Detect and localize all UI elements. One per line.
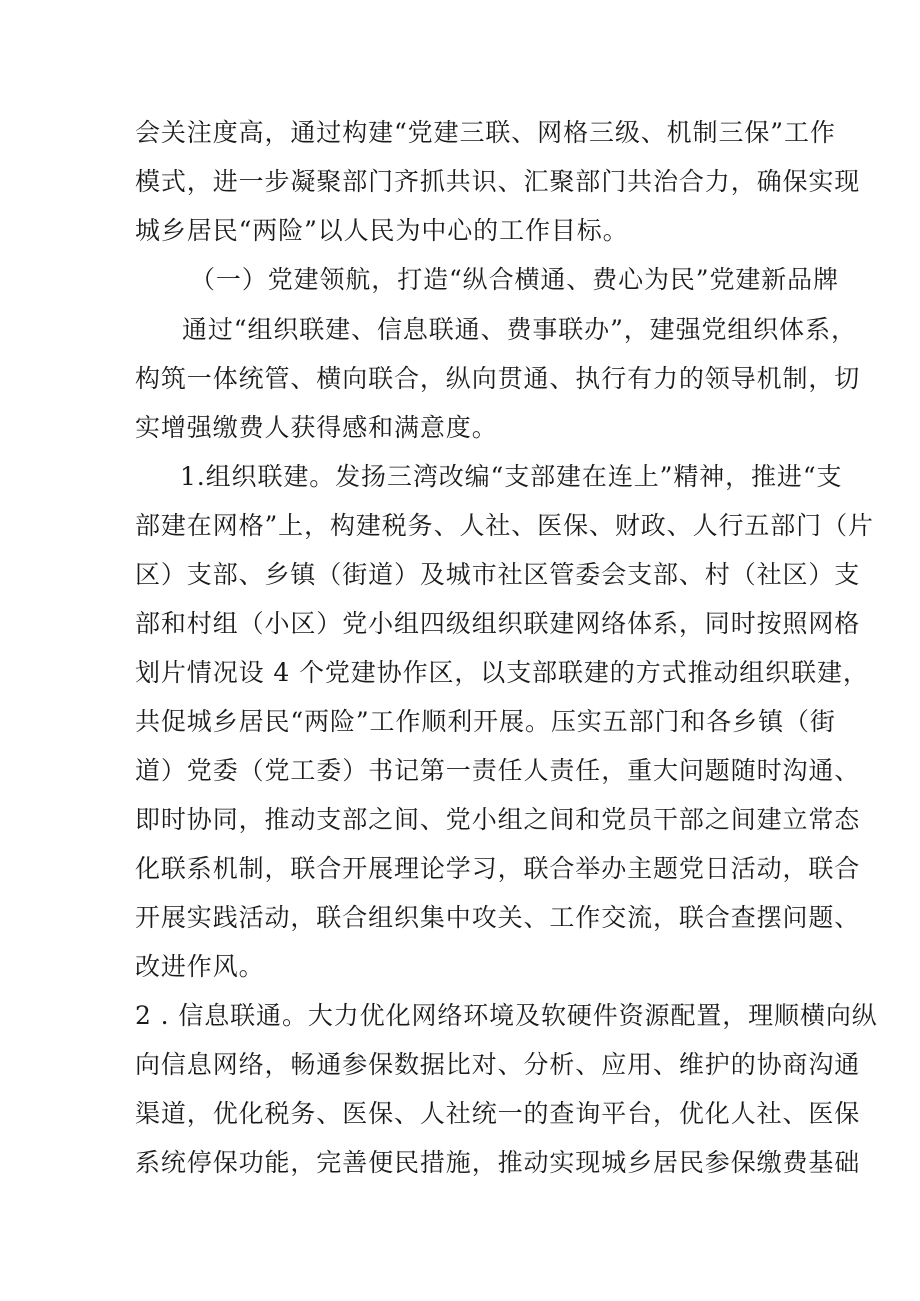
- text-line: 2 . 信息联通。大力优化网络环境及软硬件资源配置，理顺横向纵: [135, 1001, 878, 1030]
- text-line: 会关注度高，通过构建“党建三联、网格三级、机制三保”工作: [135, 118, 836, 147]
- text-line: 改进作风。: [135, 952, 265, 981]
- text-line: 划片情况设 4 个党建协作区，以支部联建的方式推动组织联建，: [135, 658, 869, 687]
- text-line: 部和村组（小区）党小组四级组织联建网络体系，同时按照网格: [135, 609, 861, 638]
- text-line: 向信息网络，畅通参保数据比对、分析、应用、维护的协商沟通: [135, 1050, 861, 1079]
- text-line: 区）支部、乡镇（街道）及城市社区管委会支部、村（社区）支: [135, 560, 861, 589]
- text-line: 通过“组织联建、信息联通、费事联办”，建强党组织体系，: [182, 315, 857, 344]
- text-line: 实增强缴费人获得感和满意度。: [135, 413, 498, 442]
- text-line: 构筑一体统管、横向联合，纵向贯通、执行有力的领导机制，切: [135, 364, 861, 393]
- text-line: 化联系机制，联合开展理论学习，联合举办主题党日活动，联合: [135, 854, 861, 883]
- text-line: 开展实践活动，联合组织集中攻关、工作交流，联合查摆问题、: [135, 903, 861, 932]
- text-line: 模式，进一步凝聚部门齐抓共识、汇聚部门共治合力，确保实现: [135, 167, 861, 196]
- text-line: 城乡居民“两险”以人民为中心的工作目标。: [135, 216, 629, 245]
- text-line: 共促城乡居民“两险”工作顺利开展。压实五部门和各乡镇（街: [135, 707, 836, 736]
- text-line: 部建在网格”上，构建税务、人社、医保、财政、人行五部门（片: [135, 511, 874, 540]
- text-line: 1.组织联建。发扬三湾改编“支部建在连上”精神，推进“支: [180, 462, 843, 491]
- text-line: 系统停保功能，完善便民措施，推动实现城乡居民参保缴费基础: [135, 1148, 861, 1177]
- section-heading: （一）党建领航，打造“纵合横通、费心为民”党建新品牌: [190, 265, 839, 294]
- text-line: 渠道，优化税务、医保、人社统一的查询平台，优化人社、医保: [135, 1099, 861, 1128]
- text-line: 道）党委（党工委）书记第一责任人责任，重大问题随时沟通、: [135, 756, 861, 785]
- text-line: 即时协同，推动支部之间、党小组之间和党员干部之间建立常态: [135, 805, 861, 834]
